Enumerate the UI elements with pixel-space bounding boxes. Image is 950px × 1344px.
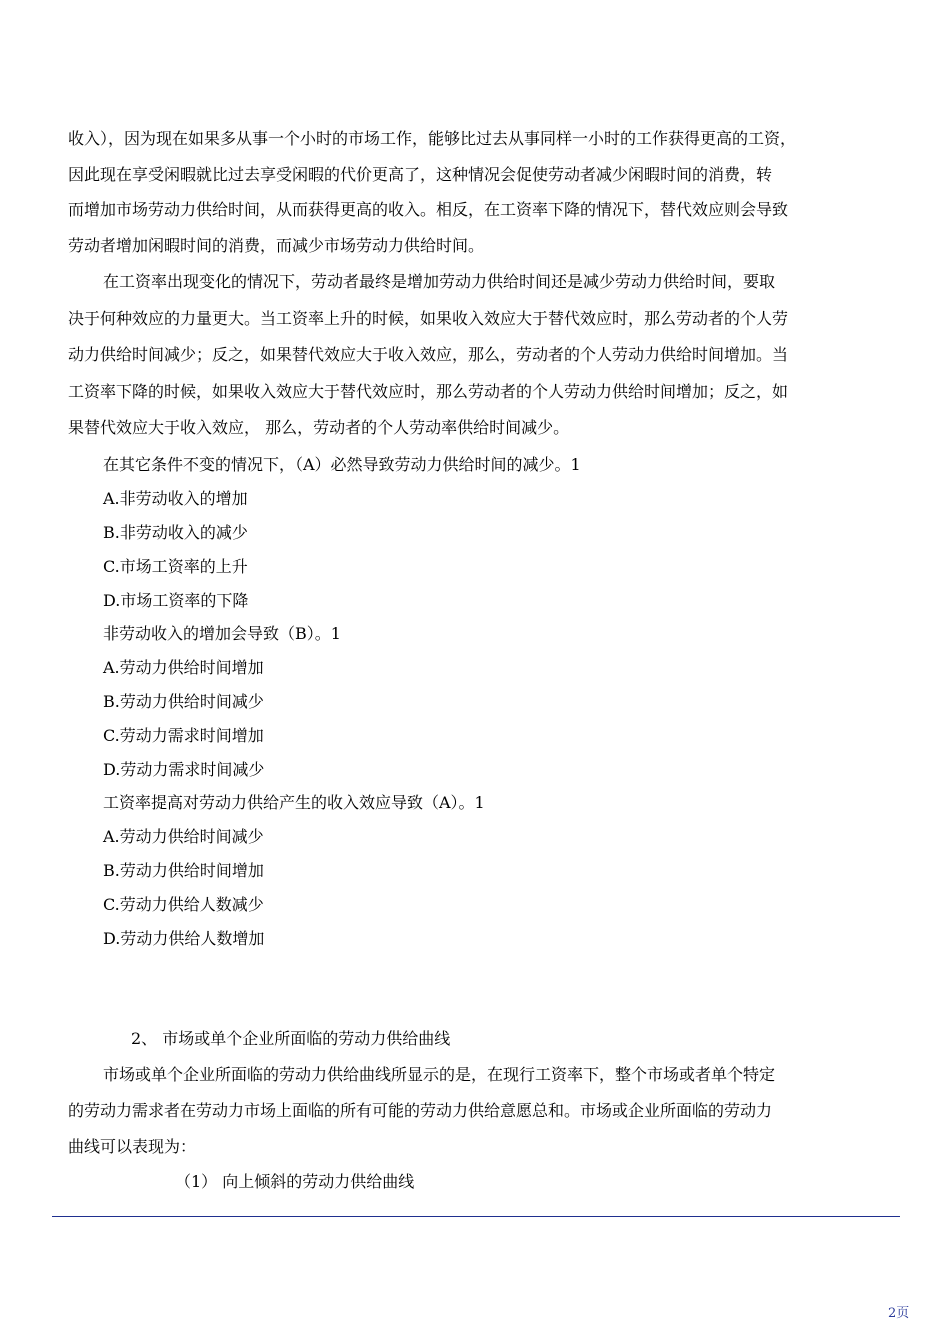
footer-rule — [52, 1216, 900, 1217]
question-stem: 在其它条件不变的情况下，（A）必然导致劳动力供给时间的减少。1 — [103, 455, 581, 474]
body-text-line: 而增加市场劳动力供给时间，从而获得更高的收入。相反，在工资率下降的情况下，替代效应则会导致 — [68, 200, 789, 219]
question-stem: 工资率提高对劳动力供给产生的收入效应导致（A）。1 — [103, 793, 485, 812]
body-text-line: 曲线可以表现为： — [68, 1137, 197, 1156]
body-text-line: 果替代效应大于收入效应， 那么，劳动者的个人劳动率供给时间减少。 — [68, 418, 570, 437]
body-text-line: 劳动者增加闲暇时间的消费，而减少市场劳动力供给时间。 — [68, 236, 485, 255]
body-text-line: 收入），因为现在如果多从事一个小时的市场工作，能够比过去从事同样一小时的工作获得更高的工资， — [68, 129, 797, 148]
question-option: D.市场工资率的下降 — [103, 591, 249, 610]
question-option: A.劳动力供给时间减少 — [103, 827, 264, 846]
body-text-line: 决于何种效应的力量更大。当工资率上升的时候，如果收入效应大于替代效应时，那么劳动者的个人劳 — [68, 309, 789, 328]
body-text-line: 工资率下降的时候，如果收入效应大于替代效应时，那么劳动者的个人劳动力供给时间增加；反之，如 — [68, 382, 789, 401]
body-text-line: 在工资率出现变化的情况下，劳动者最终是增加劳动力供给时间还是减少劳动力供给时间，要取 — [103, 272, 776, 291]
question-option: B.劳动力供给时间增加 — [103, 861, 264, 880]
question-option: C.劳动力需求时间增加 — [103, 726, 264, 745]
question-option: C.劳动力供给人数减少 — [103, 895, 264, 914]
question-stem: 非劳动收入的增加会导致（B）。1 — [103, 624, 341, 643]
section-heading: 2、 市场或单个企业所面临的劳动力供给曲线 — [131, 1029, 451, 1048]
body-text-line: 市场或单个企业所面临的劳动力供给曲线所显示的是，在现行工资率下，整个市场或者单个特定 — [103, 1065, 776, 1084]
body-text-line: 动力供给时间减少；反之，如果替代效应大于收入效应，那么，劳动者的个人劳动力供给时间增加。当 — [68, 345, 789, 364]
body-text-line: 的劳动力需求者在劳动力市场上面临的所有可能的劳动力供给意愿总和。市场或企业所面临的劳动力 — [68, 1101, 773, 1120]
question-option: D.劳动力需求时间减少 — [103, 760, 265, 779]
question-option: C.市场工资率的上升 — [103, 557, 248, 576]
question-option: B.非劳动收入的减少 — [103, 523, 248, 542]
question-option: B.劳动力供给时间减少 — [103, 692, 264, 711]
page-number: 2页 — [888, 1306, 910, 1321]
question-option: D.劳动力供给人数增加 — [103, 929, 265, 948]
subsection-heading: （1） 向上倾斜的劳动力供给曲线 — [175, 1172, 415, 1191]
body-text-line: 因此现在享受闲暇就比过去享受闲暇的代价更高了，这种情况会促使劳动者减少闲暇时间的消费，转 — [68, 165, 773, 184]
question-option: A.非劳动收入的增加 — [103, 489, 248, 508]
question-option: A.劳动力供给时间增加 — [103, 658, 264, 677]
